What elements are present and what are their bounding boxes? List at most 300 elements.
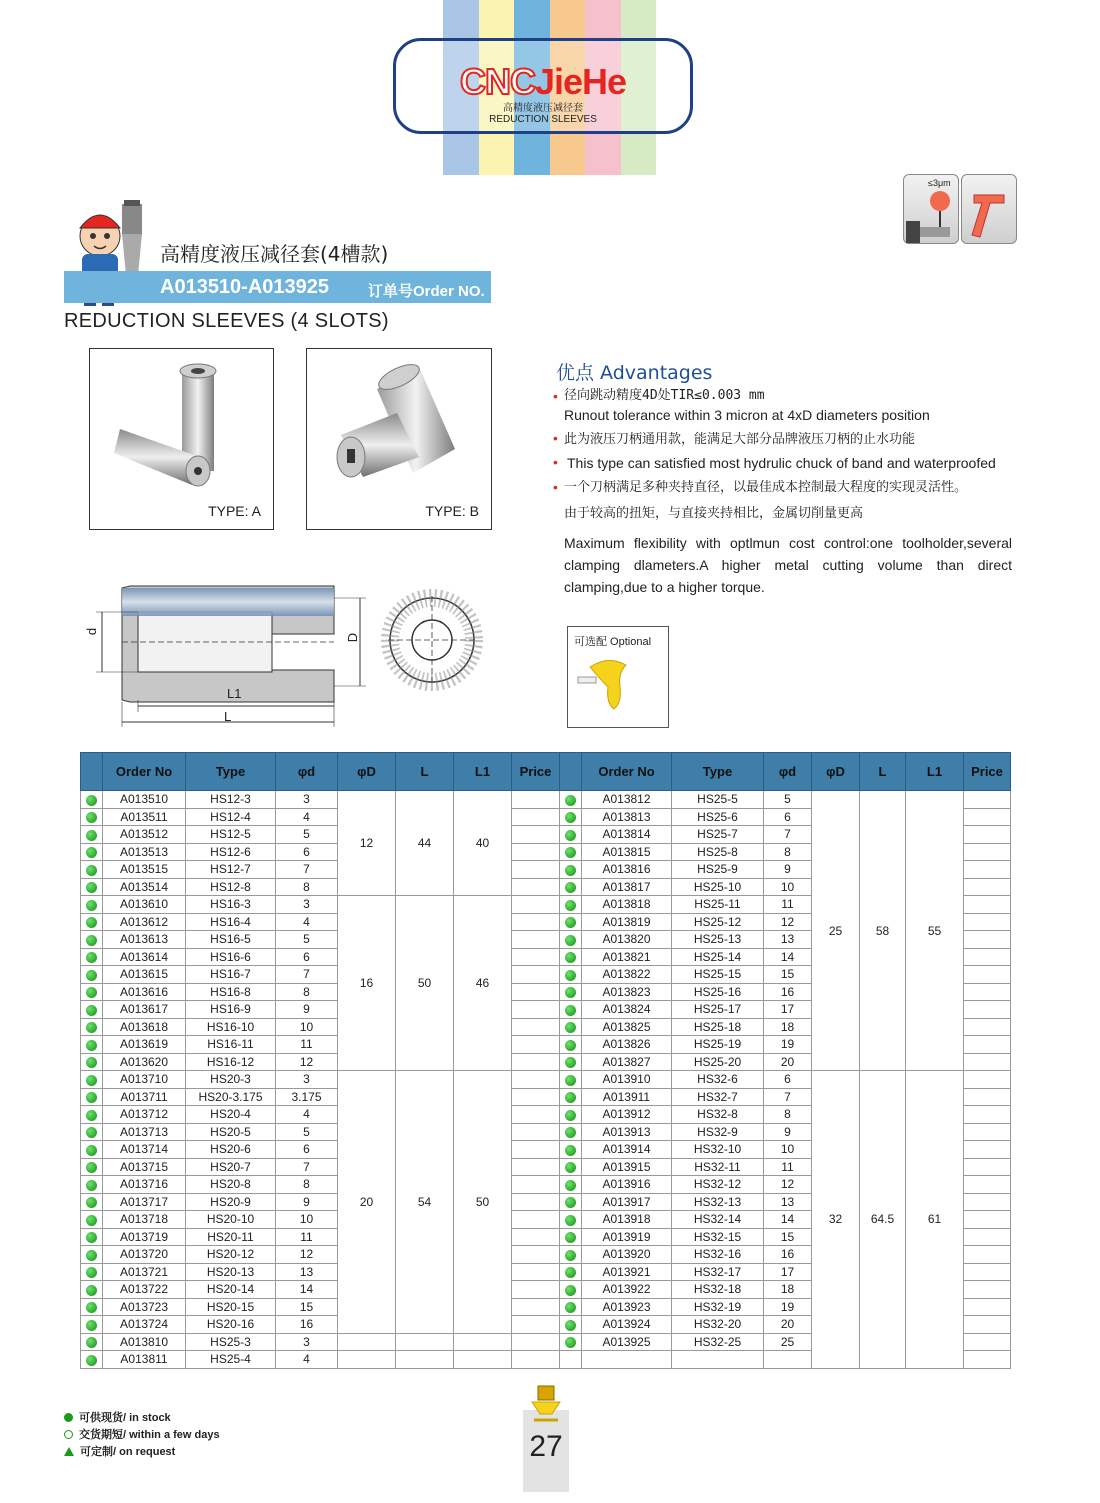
price-cell (964, 1263, 1011, 1281)
type-cell: HS16-11 (186, 1036, 276, 1054)
type-cell: HS32-8 (672, 1106, 764, 1124)
order-no-cell: A013719 (103, 1228, 186, 1246)
stock-cell (560, 966, 582, 984)
price-cell (512, 1316, 560, 1334)
type-cell: HS25-11 (672, 896, 764, 914)
dim-d-label: d (84, 627, 100, 636)
price-cell (964, 948, 1011, 966)
order-no-cell: A013819 (582, 913, 672, 931)
stock-cell (560, 1071, 582, 1089)
empty-cell (338, 1333, 396, 1351)
bullet-icon: • (553, 430, 558, 446)
d-cell: 14 (276, 1281, 338, 1299)
group-D-cell: 25 (812, 791, 860, 1071)
stock-cell (81, 1351, 103, 1369)
type-cell: HS32-19 (672, 1298, 764, 1316)
price-cell (964, 1211, 1011, 1229)
order-no-cell: A013814 (582, 826, 672, 844)
price-cell (964, 1176, 1011, 1194)
type-cell: HS32-14 (672, 1211, 764, 1229)
d-cell: 8 (276, 1176, 338, 1194)
price-cell (964, 896, 1011, 914)
in-stock-dot-icon (565, 865, 576, 876)
order-no-cell: A013810 (103, 1333, 186, 1351)
d-cell: 7 (764, 1088, 812, 1106)
d-cell: 6 (764, 1071, 812, 1089)
legend-on-request-text: 可定制/ on request (80, 1446, 176, 1458)
group-D-cell: 16 (338, 896, 396, 1071)
stock-cell (81, 878, 103, 896)
price-cell (964, 1333, 1011, 1351)
order-no-cell: A013815 (582, 843, 672, 861)
type-cell: HS20-3 (186, 1071, 276, 1089)
price-cell (512, 931, 560, 949)
type-cell: HS20-6 (186, 1141, 276, 1159)
price-cell (512, 1281, 560, 1299)
group-D-cell: 32 (812, 1071, 860, 1369)
type-cell: HS32-9 (672, 1123, 764, 1141)
order-no-cell: A013618 (103, 1018, 186, 1036)
in-stock-dot-icon (86, 900, 97, 911)
price-cell (964, 1106, 1011, 1124)
order-code-range: A013510-A013925 (160, 276, 330, 298)
stock-cell (560, 1018, 582, 1036)
d-cell: 19 (764, 1298, 812, 1316)
type-cell: HS20-11 (186, 1228, 276, 1246)
stock-cell (560, 861, 582, 879)
price-cell (964, 1018, 1011, 1036)
order-no-cell: A013614 (103, 948, 186, 966)
order-no-cell: A013913 (582, 1123, 672, 1141)
price-cell (512, 1351, 560, 1369)
d-cell: 15 (764, 1228, 812, 1246)
stock-cell (560, 1246, 582, 1264)
d-cell: 13 (764, 1193, 812, 1211)
in-stock-dot-icon (565, 952, 576, 963)
group-L-cell: 64.5 (860, 1071, 906, 1369)
stock-cell (81, 1281, 103, 1299)
type-cell: HS25-12 (672, 913, 764, 931)
order-no-cell: A013724 (103, 1316, 186, 1334)
order-no-cell: A013912 (582, 1106, 672, 1124)
photo-type-a (89, 348, 274, 530)
stock-legend (64, 1410, 220, 1461)
in-stock-dot-icon (565, 1267, 576, 1278)
price-cell (512, 1106, 560, 1124)
d-cell: 11 (764, 896, 812, 914)
order-no-cell: A013714 (103, 1141, 186, 1159)
in-stock-dot-icon (86, 1285, 97, 1296)
d-cell: 7 (276, 966, 338, 984)
price-cell (964, 1246, 1011, 1264)
d-cell: 16 (764, 1246, 812, 1264)
d-cell: 7 (276, 1158, 338, 1176)
d-cell: 6 (276, 1141, 338, 1159)
price-cell (964, 1088, 1011, 1106)
type-cell: HS16-5 (186, 931, 276, 949)
legend-on-request (64, 1444, 220, 1461)
type-cell: HS32-18 (672, 1281, 764, 1299)
in-stock-dot-icon (565, 1337, 576, 1348)
in-stock-dot-icon (565, 1145, 576, 1156)
order-no-cell: A013513 (103, 843, 186, 861)
specification-table (80, 752, 1011, 1369)
in-stock-dot-icon (565, 795, 576, 806)
type-cell: HS16-8 (186, 983, 276, 1001)
in-stock-dot-icon (565, 1092, 576, 1103)
order-no-cell: A013619 (103, 1036, 186, 1054)
order-no-cell: A013911 (582, 1088, 672, 1106)
brand-cnc: CNC (459, 61, 535, 102)
stock-cell (560, 1316, 582, 1334)
d-cell: 6 (276, 948, 338, 966)
stock-cell (560, 1176, 582, 1194)
empty-cell (560, 1351, 582, 1369)
type-cell: HS32-16 (672, 1246, 764, 1264)
order-no-cell: A013924 (582, 1316, 672, 1334)
d-cell: 20 (764, 1316, 812, 1334)
price-cell (964, 913, 1011, 931)
in-stock-dot-icon (86, 847, 97, 858)
green-triangle-icon (64, 1447, 74, 1456)
type-cell: HS20-12 (186, 1246, 276, 1264)
type-cell: HS25-5 (672, 791, 764, 809)
in-stock-dot-icon (565, 1022, 576, 1033)
in-stock-dot-icon (565, 1075, 576, 1086)
stock-cell (81, 966, 103, 984)
d-cell: 9 (764, 1123, 812, 1141)
stock-cell (81, 1158, 103, 1176)
price-cell (964, 983, 1011, 1001)
in-stock-dot-icon (86, 1127, 97, 1138)
type-a-label: TYPE: A (208, 503, 261, 519)
in-stock-dot-icon (565, 1057, 576, 1068)
stock-cell (560, 1088, 582, 1106)
group-D-cell: 20 (338, 1071, 396, 1334)
in-stock-dot-icon (565, 1110, 576, 1121)
type-cell: HS25-15 (672, 966, 764, 984)
d-cell: 18 (764, 1281, 812, 1299)
d-cell: 11 (764, 1158, 812, 1176)
stock-cell (81, 1246, 103, 1264)
col-price: Price (512, 753, 560, 791)
type-cell: HS16-7 (186, 966, 276, 984)
d-cell: 16 (276, 1316, 338, 1334)
price-cell (512, 1036, 560, 1054)
in-stock-dot-icon (565, 1162, 576, 1173)
group-L1-cell: 50 (454, 1071, 512, 1334)
col-L-2: L (860, 753, 906, 791)
empty-cell (396, 1351, 454, 1369)
col-D: φD (338, 753, 396, 791)
order-no-cell: A013915 (582, 1158, 672, 1176)
group-L1-cell: 40 (454, 791, 512, 896)
empty-cell (764, 1351, 812, 1369)
order-no-cell: A013721 (103, 1263, 186, 1281)
order-no-cell: A013916 (582, 1176, 672, 1194)
order-no-cell: A013822 (582, 966, 672, 984)
type-cell: HS20-7 (186, 1158, 276, 1176)
price-cell (512, 1018, 560, 1036)
advantages-paragraph: Maximum flexibility with optlmun cost control:one toolholder,several clamping dlameters.A higher metal cutting volume than direct clamping,due to a higher torque. (564, 535, 1012, 595)
in-stock-dot-icon (86, 1320, 97, 1331)
d-cell: 3 (276, 1333, 338, 1351)
in-stock-dot-icon (565, 1320, 576, 1331)
order-no-cell: A013510 (103, 791, 186, 809)
price-cell (964, 966, 1011, 984)
order-no-cell: A013723 (103, 1298, 186, 1316)
col-L1-2: L1 (906, 753, 964, 791)
order-no-cell: A013914 (582, 1141, 672, 1159)
price-cell (512, 1158, 560, 1176)
stock-cell (81, 1106, 103, 1124)
in-stock-dot-icon (565, 935, 576, 946)
d-cell: 4 (276, 808, 338, 826)
stock-cell (81, 896, 103, 914)
group-L1-cell: 46 (454, 896, 512, 1071)
price-cell (964, 1071, 1011, 1089)
stock-cell (560, 1053, 582, 1071)
price-cell (964, 791, 1011, 809)
type-cell: HS32-13 (672, 1193, 764, 1211)
stock-cell (81, 983, 103, 1001)
in-stock-dot-icon (86, 917, 97, 928)
in-stock-dot-icon (565, 847, 576, 858)
title-chinese: 高精度液压减径套(4槽款) (160, 242, 389, 266)
type-cell: HS12-6 (186, 843, 276, 861)
order-no-cell: A013826 (582, 1036, 672, 1054)
in-stock-dot-icon (565, 1040, 576, 1051)
stock-cell (81, 1123, 103, 1141)
group-L1-cell: 55 (906, 791, 964, 1071)
type-cell: HS16-12 (186, 1053, 276, 1071)
order-no-cell: A013919 (582, 1228, 672, 1246)
in-stock-dot-icon (565, 1005, 576, 1016)
group-L1-cell: 61 (906, 1071, 964, 1369)
advantage-line-1: 径向跳动精度4D处TIR≤0.003 mm (564, 388, 765, 403)
type-cell: HS20-4 (186, 1106, 276, 1124)
type-cell: HS20-15 (186, 1298, 276, 1316)
stock-cell (560, 1036, 582, 1054)
order-no-cell: A013720 (103, 1246, 186, 1264)
stock-cell (560, 1123, 582, 1141)
stock-cell (81, 1193, 103, 1211)
group-L-cell: 50 (396, 896, 454, 1071)
order-no-cell: A013917 (582, 1193, 672, 1211)
empty-cell (454, 1351, 512, 1369)
type-cell: HS16-9 (186, 1001, 276, 1019)
d-cell: 5 (276, 826, 338, 844)
stock-cell (560, 808, 582, 826)
hex-key-icon (961, 174, 1017, 244)
type-cell: HS32-7 (672, 1088, 764, 1106)
type-cell: HS32-15 (672, 1228, 764, 1246)
order-no-cell: A013910 (582, 1071, 672, 1089)
in-stock-dot-icon (86, 1180, 97, 1191)
stock-cell (560, 1193, 582, 1211)
price-cell (964, 1351, 1011, 1369)
d-cell: 15 (764, 966, 812, 984)
stock-cell (560, 983, 582, 1001)
price-cell (512, 1141, 560, 1159)
group-L-cell: 54 (396, 1071, 454, 1334)
d-cell: 10 (764, 878, 812, 896)
d-cell: 5 (276, 1123, 338, 1141)
order-no-cell: A013712 (103, 1106, 186, 1124)
order-no-cell: A013613 (103, 931, 186, 949)
d-cell: 10 (276, 1018, 338, 1036)
in-stock-dot-icon (565, 1232, 576, 1243)
stock-cell (81, 1018, 103, 1036)
d-cell: 19 (764, 1036, 812, 1054)
type-cell: HS16-3 (186, 896, 276, 914)
in-stock-dot-icon (565, 1215, 576, 1226)
in-stock-dot-icon (86, 1145, 97, 1156)
order-no-cell: A013715 (103, 1158, 186, 1176)
order-no-cell: A013921 (582, 1263, 672, 1281)
type-cell: HS20-13 (186, 1263, 276, 1281)
type-cell: HS25-6 (672, 808, 764, 826)
stock-cell (81, 808, 103, 826)
d-cell: 3 (276, 896, 338, 914)
d-cell: 16 (764, 983, 812, 1001)
order-no-label: 订单号Order NO. (368, 283, 485, 300)
order-no-cell: A013827 (582, 1053, 672, 1071)
price-cell (512, 913, 560, 931)
in-stock-dot-icon (565, 987, 576, 998)
title-english: REDUCTION SLEEVES (4 SLOTS) (64, 310, 389, 332)
order-no-cell: A013816 (582, 861, 672, 879)
d-cell: 10 (276, 1211, 338, 1229)
type-cell: HS32-17 (672, 1263, 764, 1281)
col-order-no-2: Order No (582, 753, 672, 791)
stock-cell (560, 1106, 582, 1124)
bullet-icon: • (553, 388, 558, 404)
in-stock-dot-icon (86, 1005, 97, 1016)
stock-cell (81, 1141, 103, 1159)
order-no-cell: A013922 (582, 1281, 672, 1299)
order-no-cell: A013823 (582, 983, 672, 1001)
order-no-cell: A013811 (103, 1351, 186, 1369)
type-cell: HS32-10 (672, 1141, 764, 1159)
stock-cell (81, 1088, 103, 1106)
group-L-cell: 44 (396, 791, 454, 896)
type-cell: HS25-3 (186, 1333, 276, 1351)
advantage-line-3: 此为液压刀柄通用款，能满足大部分品牌液压刀柄的止水功能 (564, 432, 916, 447)
in-stock-dot-icon (86, 1040, 97, 1051)
d-cell: 3.175 (276, 1088, 338, 1106)
in-stock-dot-icon (565, 812, 576, 823)
stock-cell (560, 1158, 582, 1176)
brand-name: JieHe (534, 61, 627, 102)
price-cell (512, 1088, 560, 1106)
in-stock-dot-icon (86, 1057, 97, 1068)
type-cell: HS32-12 (672, 1176, 764, 1194)
runout-label: ≤3μm (928, 178, 951, 188)
stock-cell (81, 843, 103, 861)
price-cell (964, 843, 1011, 861)
in-stock-dot-icon (86, 1215, 97, 1226)
stock-cell (81, 931, 103, 949)
d-cell: 14 (764, 1211, 812, 1229)
stock-cell (560, 1141, 582, 1159)
stock-cell (81, 826, 103, 844)
type-cell: HS25-8 (672, 843, 764, 861)
order-no-cell: A013612 (103, 913, 186, 931)
in-stock-dot-icon (565, 900, 576, 911)
stock-cell (81, 948, 103, 966)
type-cell: HS32-6 (672, 1071, 764, 1089)
col-L1: L1 (454, 753, 512, 791)
legend-in-stock-text: 可供现货/ in stock (79, 1412, 171, 1424)
empty-cell (582, 1351, 672, 1369)
price-cell (964, 1141, 1011, 1159)
type-cell: HS32-25 (672, 1333, 764, 1351)
col-price-2: Price (964, 753, 1011, 791)
empty-cell (338, 1351, 396, 1369)
advantage-line-6: 由于较高的扭矩，与直接夹持相比，金属切削量更高 (564, 506, 864, 521)
in-stock-dot-icon (86, 970, 97, 981)
order-no-cell: A013711 (103, 1088, 186, 1106)
d-cell: 25 (764, 1333, 812, 1351)
empty-cell (672, 1351, 764, 1369)
brand-subtitle-en: REDUCTION SLEEVES (489, 114, 597, 125)
price-cell (512, 843, 560, 861)
stock-cell (560, 843, 582, 861)
order-no-cell: A013818 (582, 896, 672, 914)
in-stock-dot-icon (86, 1022, 97, 1033)
type-cell: HS25-17 (672, 1001, 764, 1019)
order-no-cell: A013511 (103, 808, 186, 826)
price-cell (964, 826, 1011, 844)
order-no-cell: A013825 (582, 1018, 672, 1036)
brand-subtitle-cn: 高精度液压减径套 (503, 103, 583, 114)
order-no-cell: A013514 (103, 878, 186, 896)
price-cell (512, 1211, 560, 1229)
yellow-wrench-icon (568, 647, 668, 727)
type-cell: HS20-3.175 (186, 1088, 276, 1106)
table-header-dot (560, 753, 582, 791)
mascot-small-icon (528, 1384, 564, 1424)
d-cell: 5 (764, 791, 812, 809)
type-cell: HS25-14 (672, 948, 764, 966)
in-stock-dot-icon (565, 1250, 576, 1261)
order-no-cell: A013817 (582, 878, 672, 896)
legend-in-stock (64, 1410, 220, 1427)
price-cell (512, 861, 560, 879)
price-cell (512, 1193, 560, 1211)
col-L: L (396, 753, 454, 791)
price-cell (512, 1071, 560, 1089)
d-cell: 17 (764, 1263, 812, 1281)
price-cell (512, 948, 560, 966)
order-no-cell: A013918 (582, 1211, 672, 1229)
type-cell: HS25-13 (672, 931, 764, 949)
stock-cell (81, 1316, 103, 1334)
d-cell: 6 (276, 843, 338, 861)
dim-L-label: L (224, 709, 232, 724)
legend-few-days (64, 1427, 220, 1444)
order-no-cell: A013615 (103, 966, 186, 984)
in-stock-dot-icon (86, 812, 97, 823)
price-cell (512, 1246, 560, 1264)
price-cell (512, 1298, 560, 1316)
price-cell (964, 1281, 1011, 1299)
stock-cell (560, 1228, 582, 1246)
d-cell: 20 (764, 1053, 812, 1071)
d-cell: 9 (276, 1001, 338, 1019)
price-cell (512, 1263, 560, 1281)
